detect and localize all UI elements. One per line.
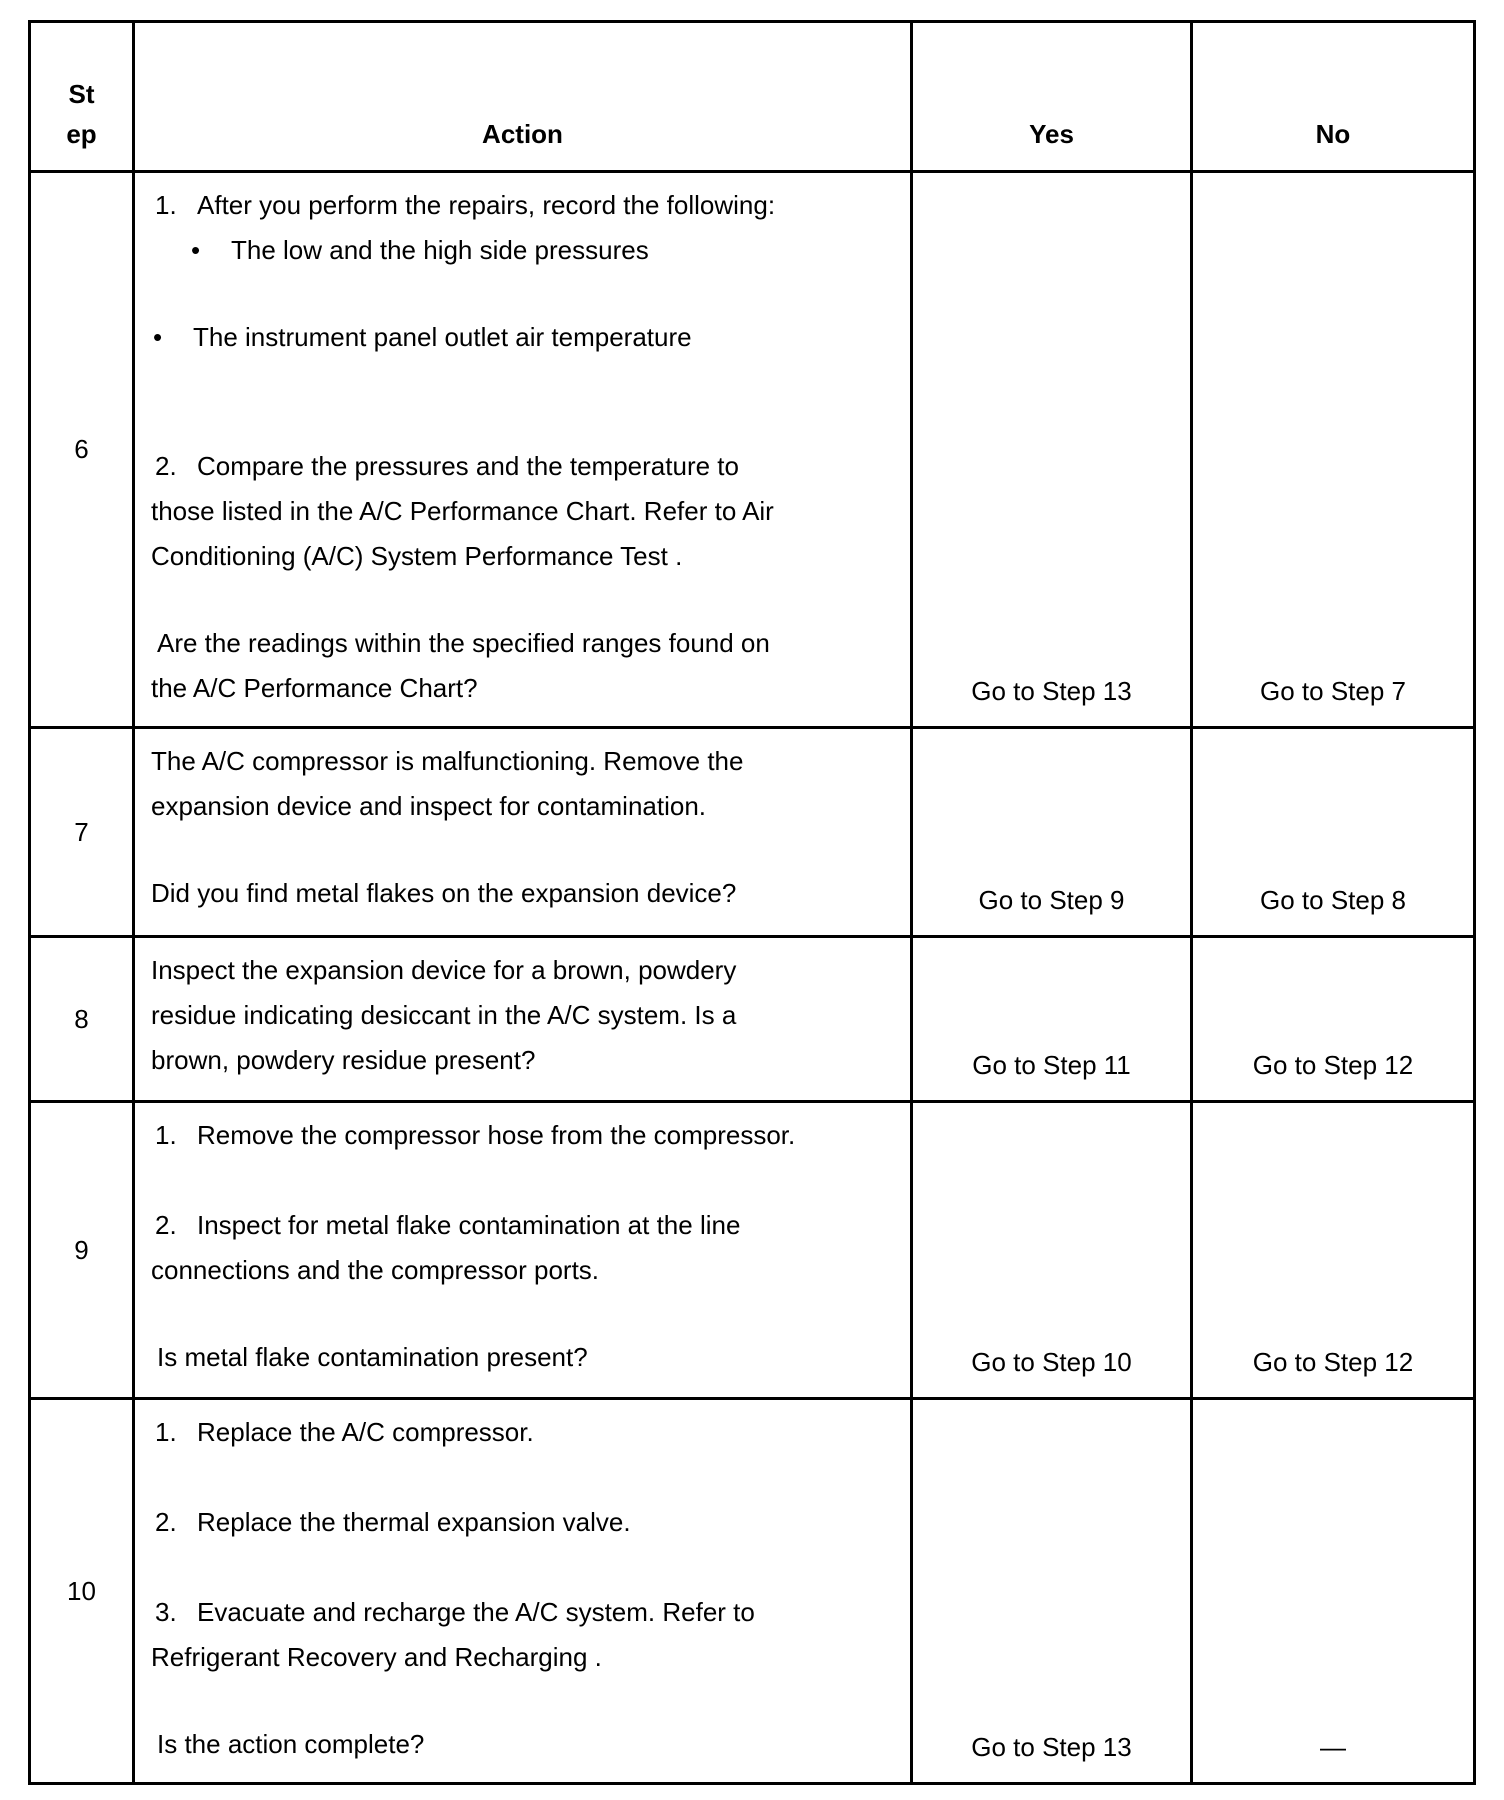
action-line: The A/C compressor is malfunctioning. Remove the bbox=[151, 746, 744, 776]
table-row bbox=[30, 172, 1475, 728]
yes-cell: Go to Step 13 bbox=[912, 172, 1192, 728]
action-line: residue indicating desiccant in the A/C system. Is a bbox=[151, 1000, 737, 1030]
diagnostic-steps-table bbox=[28, 20, 1476, 1785]
yes-cell: Go to Step 9 bbox=[912, 728, 1192, 937]
header-no: No bbox=[1192, 22, 1475, 172]
header-yes: Yes bbox=[912, 22, 1192, 172]
action-line: Conditioning (A/C) System Performance Test . bbox=[151, 541, 683, 571]
step-number: 9 bbox=[30, 1102, 134, 1399]
step-number: 8 bbox=[30, 937, 134, 1102]
header-row bbox=[30, 22, 1475, 172]
table-row bbox=[30, 937, 1475, 1102]
action-question: brown, powdery residue present? bbox=[151, 1045, 536, 1075]
no-cell: Go to Step 7 bbox=[1192, 172, 1475, 728]
header-step bbox=[30, 22, 134, 172]
no-cell: Go to Step 12 bbox=[1192, 937, 1475, 1102]
table-row bbox=[30, 728, 1475, 937]
action-line: connections and the compressor ports. bbox=[151, 1255, 600, 1285]
header-action: Action bbox=[134, 22, 912, 172]
action-line: those listed in the A/C Performance Chart. Refer to Air bbox=[151, 496, 774, 526]
action-line: 1. After you perform the repairs, record the following: bbox=[155, 190, 776, 220]
action-question: the A/C Performance Chart? bbox=[151, 673, 478, 703]
action-cell bbox=[134, 728, 912, 937]
table-row bbox=[30, 1399, 1475, 1784]
no-cell: Go to Step 12 bbox=[1192, 1102, 1475, 1399]
action-cell bbox=[134, 1102, 912, 1399]
step-number: 7 bbox=[30, 728, 134, 937]
action-line: Inspect the expansion device for a brown, powdery bbox=[151, 955, 737, 985]
action-cell bbox=[134, 937, 912, 1102]
action-question: Is metal flake contamination present? bbox=[157, 1342, 588, 1372]
action-cell bbox=[134, 172, 912, 728]
yes-cell: Go to Step 10 bbox=[912, 1102, 1192, 1399]
step-number: 6 bbox=[30, 172, 134, 728]
header-step-line1: St bbox=[68, 79, 95, 109]
action-line: • The low and the high side pressures bbox=[191, 235, 649, 265]
no-cell: — bbox=[1192, 1399, 1475, 1784]
action-line: Refrigerant Recovery and Recharging . bbox=[151, 1642, 602, 1672]
action-line: 3. Evacuate and recharge the A/C system. Refer to bbox=[155, 1597, 755, 1627]
action-line: 2. Compare the pressures and the temperature to bbox=[155, 451, 739, 481]
yes-cell: Go to Step 11 bbox=[912, 937, 1192, 1102]
table-row bbox=[30, 1102, 1475, 1399]
action-line: 1. Replace the A/C compressor. bbox=[155, 1417, 534, 1447]
step-number: 10 bbox=[30, 1399, 134, 1784]
action-line: 2. Replace the thermal expansion valve. bbox=[155, 1507, 631, 1537]
action-question: Is the action complete? bbox=[157, 1729, 425, 1759]
action-question: Are the readings within the specified ranges found on bbox=[157, 628, 770, 658]
action-line: 2. Inspect for metal flake contamination at the line bbox=[155, 1210, 741, 1240]
action-cell bbox=[134, 1399, 912, 1784]
action-line: • The instrument panel outlet air temperature bbox=[153, 322, 692, 352]
action-line: 1. Remove the compressor hose from the compressor. bbox=[155, 1120, 796, 1150]
action-question: Did you find metal flakes on the expansion device? bbox=[151, 878, 737, 908]
yes-cell: Go to Step 13 bbox=[912, 1399, 1192, 1784]
action-line: expansion device and inspect for contamination. bbox=[151, 791, 707, 821]
no-cell: Go to Step 8 bbox=[1192, 728, 1475, 937]
header-step-line2: ep bbox=[66, 119, 97, 149]
